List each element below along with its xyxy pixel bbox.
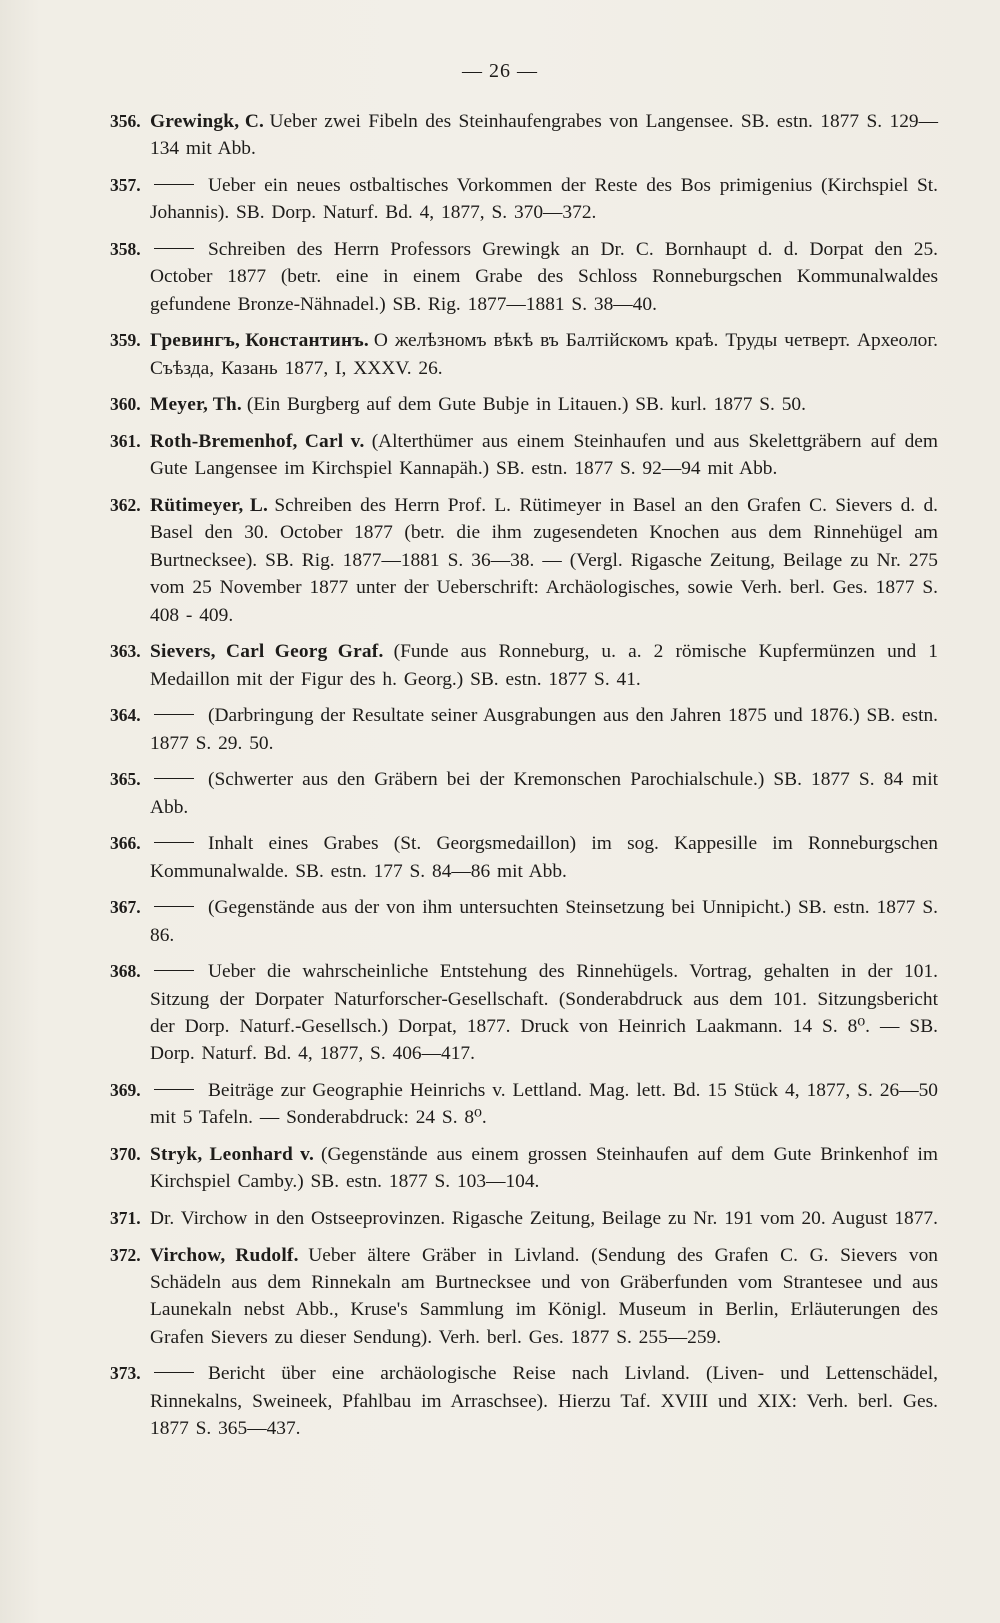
bibliography-entry bbox=[110, 492, 938, 629]
entry-text: Beiträge zur Geographie Heinrichs v. Lettland. Mag. lett. Bd. 15 Stück 4, 1877, S. 26—50 mit 5 Tafeln. — Sonderabdruck: 24 S. 8⁰. bbox=[150, 1080, 938, 1129]
ditto-dash bbox=[154, 778, 194, 779]
entry-text: Inhalt eines Grabes (St. Georgsmedaillon) im sog. Kappesille im Ronneburgschen Kommunalwalde. SB. estn. 177 S. 84—86 mit Abb. bbox=[150, 833, 938, 882]
ditto-dash bbox=[154, 184, 194, 185]
entry-author: Virchow, Rudolf. bbox=[150, 1244, 299, 1266]
entry-number: 357. bbox=[110, 175, 141, 195]
entry-author: Meyer, Th. bbox=[150, 394, 242, 416]
entry-number: 370. bbox=[110, 1144, 141, 1165]
entry-text: (Gegenstände aus einem grossen Steinhaufen auf dem Gute Brinkenhof im Kirchspiel Camby.) SB. estn. 1877 S. 103—104. bbox=[150, 1144, 938, 1193]
entry-number: 356. bbox=[110, 111, 141, 131]
bibliography-entry bbox=[110, 958, 938, 1068]
bibliography-list bbox=[110, 108, 938, 1452]
entry-number: 366. bbox=[110, 833, 141, 854]
entry-number: 363. bbox=[110, 641, 141, 662]
ditto-dash bbox=[154, 248, 194, 249]
entry-author: Rütimeyer, L. bbox=[150, 495, 269, 516]
entry-number: 362. bbox=[110, 495, 141, 515]
entry-author: Stryk, Leonhard v. bbox=[150, 1144, 315, 1166]
entry-text: Ueber die wahrscheinliche Entstehung des Rinnehügels. Vortrag, gehalten in der 101. Sitzung der Dorpater Naturforscher-Gesellschaft. (Sonderabdruck aus dem 101. Sitzungsbericht der Dorp. Naturf.-Gesellsch.) Dorpat, 1877. Druck von Heinrich Laakmann. 14 S. 8⁰. — SB. Dorp. Naturf. Bd. 4, 1877, S. 406—417. bbox=[150, 961, 938, 1065]
entry-author: Grewingk, C. bbox=[150, 111, 265, 132]
ditto-dash bbox=[154, 1089, 194, 1090]
bibliography-entry bbox=[110, 638, 938, 693]
entry-text: Bericht über eine archäologische Reise nach Livland. (Liven- und Lettenschädel, Rinnekalns, Sweineek, Pfahlbau im Arraschsee). Hierzu Taf. XVIII und XIX: Verh. berl. Ges. 1877 S. 365—437. bbox=[150, 1363, 938, 1440]
ditto-dash bbox=[154, 1372, 194, 1373]
ditto-dash bbox=[154, 714, 194, 715]
ditto-dash bbox=[154, 970, 194, 971]
entry-author: Гревингъ, Константинъ. bbox=[150, 330, 369, 352]
entry-text: (Gegenstände aus der von ihm untersuchten Steinsetzung bei Unnipicht.) SB. estn. 1877 S. 86. bbox=[150, 897, 938, 946]
entry-author: Roth-Bremenhof, Carl v. bbox=[150, 431, 365, 452]
entry-text: (Schwerter aus den Gräbern bei der Kremonschen Parochialschule.) SB. 1877 S. 84 mit Abb. bbox=[150, 769, 938, 818]
bibliography-entry bbox=[110, 236, 938, 318]
entry-author: Sievers, Carl Georg Graf. bbox=[150, 641, 384, 663]
ditto-dash bbox=[154, 842, 194, 843]
entry-text: Ueber zwei Fibeln des Steinhaufengrabes von Langensee. SB. estn. 1877 S. 129—134 mit Abb. bbox=[150, 111, 938, 160]
page-number: — 26 — bbox=[462, 60, 538, 82]
entry-number: 360. bbox=[110, 394, 141, 415]
entry-text: Schreiben des Herrn Professors Grewingk an Dr. C. Bornhaupt d. d. Dorpat den 25. October 1877 (betr. eine in einem Grabe des Schloss Ronneburgschen Kommunalwaldes gefundene Bronze-Nähnadel.) SB. Rig. 1877—1881 S. 38—40. bbox=[150, 239, 938, 315]
bibliography-entry bbox=[110, 1077, 938, 1132]
bibliography-entry bbox=[110, 766, 938, 821]
entry-text: Ueber ein neues ostbaltisches Vorkommen der Reste des Bos primigenius (Kirchspiel St. Johannis). SB. Dorp. Naturf. Bd. 4, 1877, S. 370—372. bbox=[150, 175, 938, 224]
entry-text: Ueber ältere Gräber in Livland. (Sendung des Grafen C. G. Sievers von Schädeln aus dem Rinnekaln am Burtnecksee und von Gräberfunden vom Strantesee und aus Launekaln nebst Abb., Kruse's Sammlung im Königl. Museum in Berlin, Erläuterungen des Grafen Sievers zu dieser Sendung). Verh. berl. Ges. 1877 S. 255—259. bbox=[150, 1244, 938, 1348]
entry-text: (Darbringung der Resultate seiner Ausgrabungen aus den Jahren 1875 und 1876.) SB. estn. 1877 S. 29. 50. bbox=[150, 705, 938, 754]
entry-text: (Ein Burgberg auf dem Gute Bubje in Litauen.) SB. kurl. 1877 S. 50. bbox=[246, 394, 806, 416]
bibliography-entry bbox=[110, 428, 938, 483]
bibliography-entry bbox=[110, 894, 938, 949]
entry-text: Schreiben des Herrn Prof. L. Rütimeyer in Basel an den Grafen C. Sievers d. d. Basel den 30. October 1877 (betr. die ihm zugesendeten Knochen aus dem Rinnehügel am Burtnecksee). SB. Rig. 1877—1881 S. 36—38. — (Vergl. Rigasche Zeitung, Beilage zu Nr. 275 vom 25 November 1877 unter der Ueberschrift: Archäologisches, sowie Verh. berl. Ges. 1877 S. 408 - 409. bbox=[150, 495, 938, 626]
ditto-dash bbox=[154, 906, 194, 907]
entry-number: 371. bbox=[110, 1208, 141, 1229]
bibliography-entry bbox=[110, 172, 938, 227]
bibliography-entry bbox=[110, 391, 938, 418]
entry-number: 373. bbox=[110, 1363, 141, 1384]
entry-number: 369. bbox=[110, 1080, 141, 1101]
bibliography-entry bbox=[110, 1141, 938, 1196]
entry-number: 358. bbox=[110, 239, 141, 259]
entry-text: (Alterthümer aus einem Steinhaufen und aus Skelettgräbern auf dem Gute Langensee im Kirchspiel Kannapäh.) SB. estn. 1877 S. 92—94 mit Abb. bbox=[150, 431, 938, 480]
bibliography-entry bbox=[110, 830, 938, 885]
bibliography-entry bbox=[110, 702, 938, 757]
bibliography-entry bbox=[110, 108, 938, 163]
entry-number: 364. bbox=[110, 705, 141, 726]
entry-number: 359. bbox=[110, 330, 141, 351]
entry-text: (Funde aus Ronneburg, u. a. 2 römische Kupfermünzen und 1 Medaillon mit der Figur des h. Georg.) SB. estn. 1877 S. 41. bbox=[150, 641, 938, 690]
entry-number: 367. bbox=[110, 897, 141, 918]
entry-number: 368. bbox=[110, 961, 141, 982]
bibliography-entry bbox=[110, 1205, 938, 1232]
bibliography-entry bbox=[110, 1360, 938, 1442]
entry-text: Dr. Virchow in den Ostseeprovinzen. Rigasche Zeitung, Beilage zu Nr. 191 vom 20. August 1877. bbox=[150, 1208, 938, 1230]
entry-number: 365. bbox=[110, 769, 141, 790]
entry-text: О желѣзномъ вѣкѣ въ Балтійскомъ краѣ. Труды четверт. Археолог. Съѣзда, Казань 1877, I, XXXV. 26. bbox=[150, 330, 938, 379]
entry-number: 361. bbox=[110, 431, 141, 451]
bibliography-entry bbox=[110, 327, 938, 382]
bibliography-entry bbox=[110, 1242, 938, 1352]
entry-number: 372. bbox=[110, 1244, 141, 1265]
